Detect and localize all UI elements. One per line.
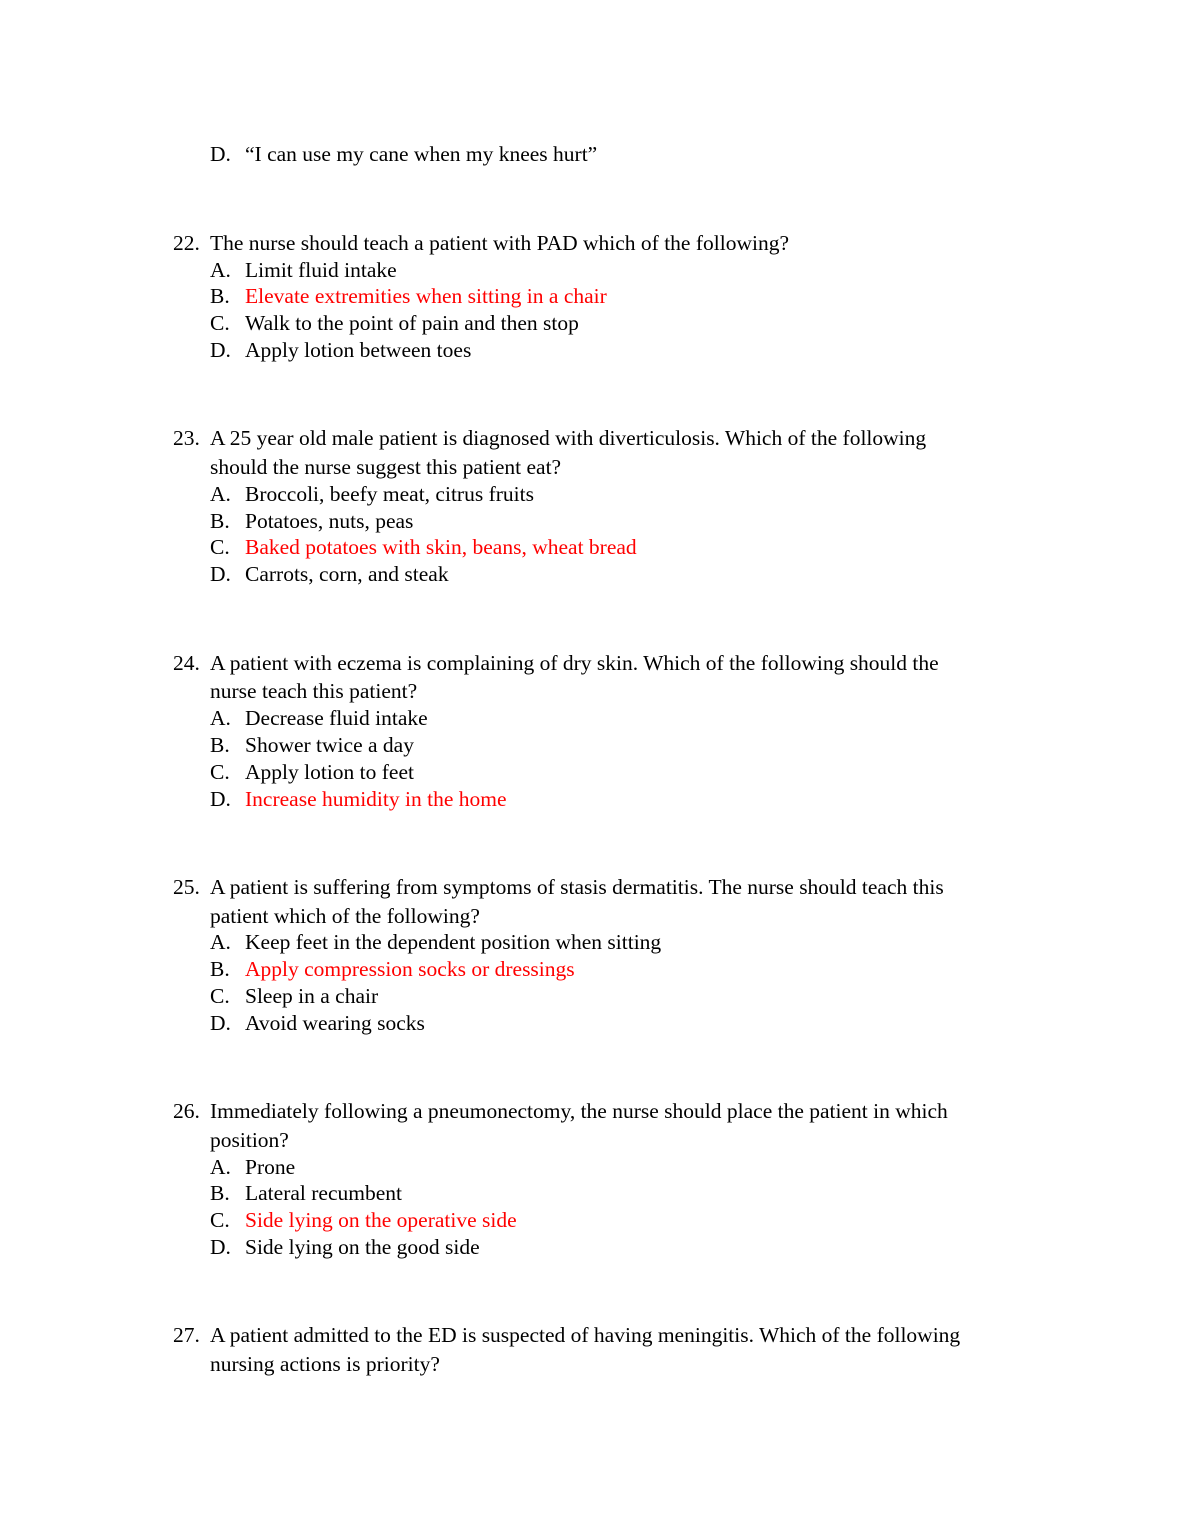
option-letter: C. — [210, 984, 230, 1008]
option-text: Prone — [245, 1155, 296, 1179]
option-letter: C. — [210, 311, 230, 335]
option-text: Decrease fluid intake — [245, 706, 428, 730]
option-letter: A. — [210, 930, 231, 954]
question-number: 22. — [173, 231, 200, 255]
option-letter: B. — [210, 284, 230, 308]
question-text: position? — [210, 1128, 289, 1152]
option-letter: D. — [210, 1011, 231, 1035]
option-letter: D. — [210, 787, 231, 811]
option-text: Apply lotion to feet — [245, 760, 414, 784]
option-letter: B. — [210, 957, 230, 981]
option-text: Walk to the point of pain and then stop — [245, 311, 579, 335]
option-letter: D. — [210, 142, 231, 166]
option-text: Baked potatoes with skin, beans, wheat bread — [245, 535, 637, 559]
option-letter: A. — [210, 1155, 231, 1179]
question-text: Immediately following a pneumonectomy, the nurse should place the patient in which — [210, 1099, 948, 1123]
question-text: nursing actions is priority? — [210, 1352, 440, 1376]
question-text: A patient with eczema is complaining of dry skin. Which of the following should the — [210, 651, 939, 675]
option-letter: B. — [210, 733, 230, 757]
question-text: The nurse should teach a patient with PAD which of the following? — [210, 231, 789, 255]
question-text: A patient admitted to the ED is suspected of having meningitis. Which of the following — [210, 1323, 961, 1347]
option-letter: C. — [210, 760, 230, 784]
option-letter: A. — [210, 258, 231, 282]
option-text: Keep feet in the dependent position when sitting — [245, 930, 662, 954]
option-letter: B. — [210, 1181, 230, 1205]
option-letter: D. — [210, 1235, 231, 1259]
option-text: “I can use my cane when my knees hurt” — [245, 142, 598, 166]
option-text: Side lying on the operative side — [245, 1208, 517, 1232]
option-text: Shower twice a day — [245, 733, 414, 757]
option-text: Potatoes, nuts, peas — [245, 509, 414, 533]
question-text: should the nurse suggest this patient eat? — [210, 455, 562, 479]
option-text: Lateral recumbent — [245, 1181, 402, 1205]
option-text: Broccoli, beefy meat, citrus fruits — [245, 482, 534, 506]
question-text: A 25 year old male patient is diagnosed with diverticulosis. Which of the following — [210, 426, 927, 450]
question-number: 27. — [173, 1323, 200, 1347]
option-letter: D. — [210, 338, 231, 362]
option-text: Limit fluid intake — [245, 258, 397, 282]
option-text: Avoid wearing socks — [245, 1011, 425, 1035]
question-number: 23. — [173, 426, 200, 450]
question-number: 25. — [173, 875, 200, 899]
option-letter: A. — [210, 706, 231, 730]
option-letter: A. — [210, 482, 231, 506]
option-letter: B. — [210, 509, 230, 533]
question-text: A patient is suffering from symptoms of stasis dermatitis. The nurse should teach this — [210, 875, 944, 899]
option-text: Carrots, corn, and steak — [245, 562, 449, 586]
question-number: 26. — [173, 1099, 200, 1123]
option-text: Sleep in a chair — [245, 984, 379, 1008]
option-letter: C. — [210, 535, 230, 559]
option-letter: D. — [210, 562, 231, 586]
option-text: Side lying on the good side — [245, 1235, 480, 1259]
option-letter: C. — [210, 1208, 230, 1232]
option-text: Apply compression socks or dressings — [245, 957, 575, 981]
option-text: Increase humidity in the home — [245, 787, 507, 811]
question-number: 24. — [173, 651, 200, 675]
option-text: Elevate extremities when sitting in a chair — [245, 284, 607, 308]
question-text: nurse teach this patient? — [210, 679, 418, 703]
option-text: Apply lotion between toes — [245, 338, 472, 362]
question-text: patient which of the following? — [210, 904, 480, 928]
